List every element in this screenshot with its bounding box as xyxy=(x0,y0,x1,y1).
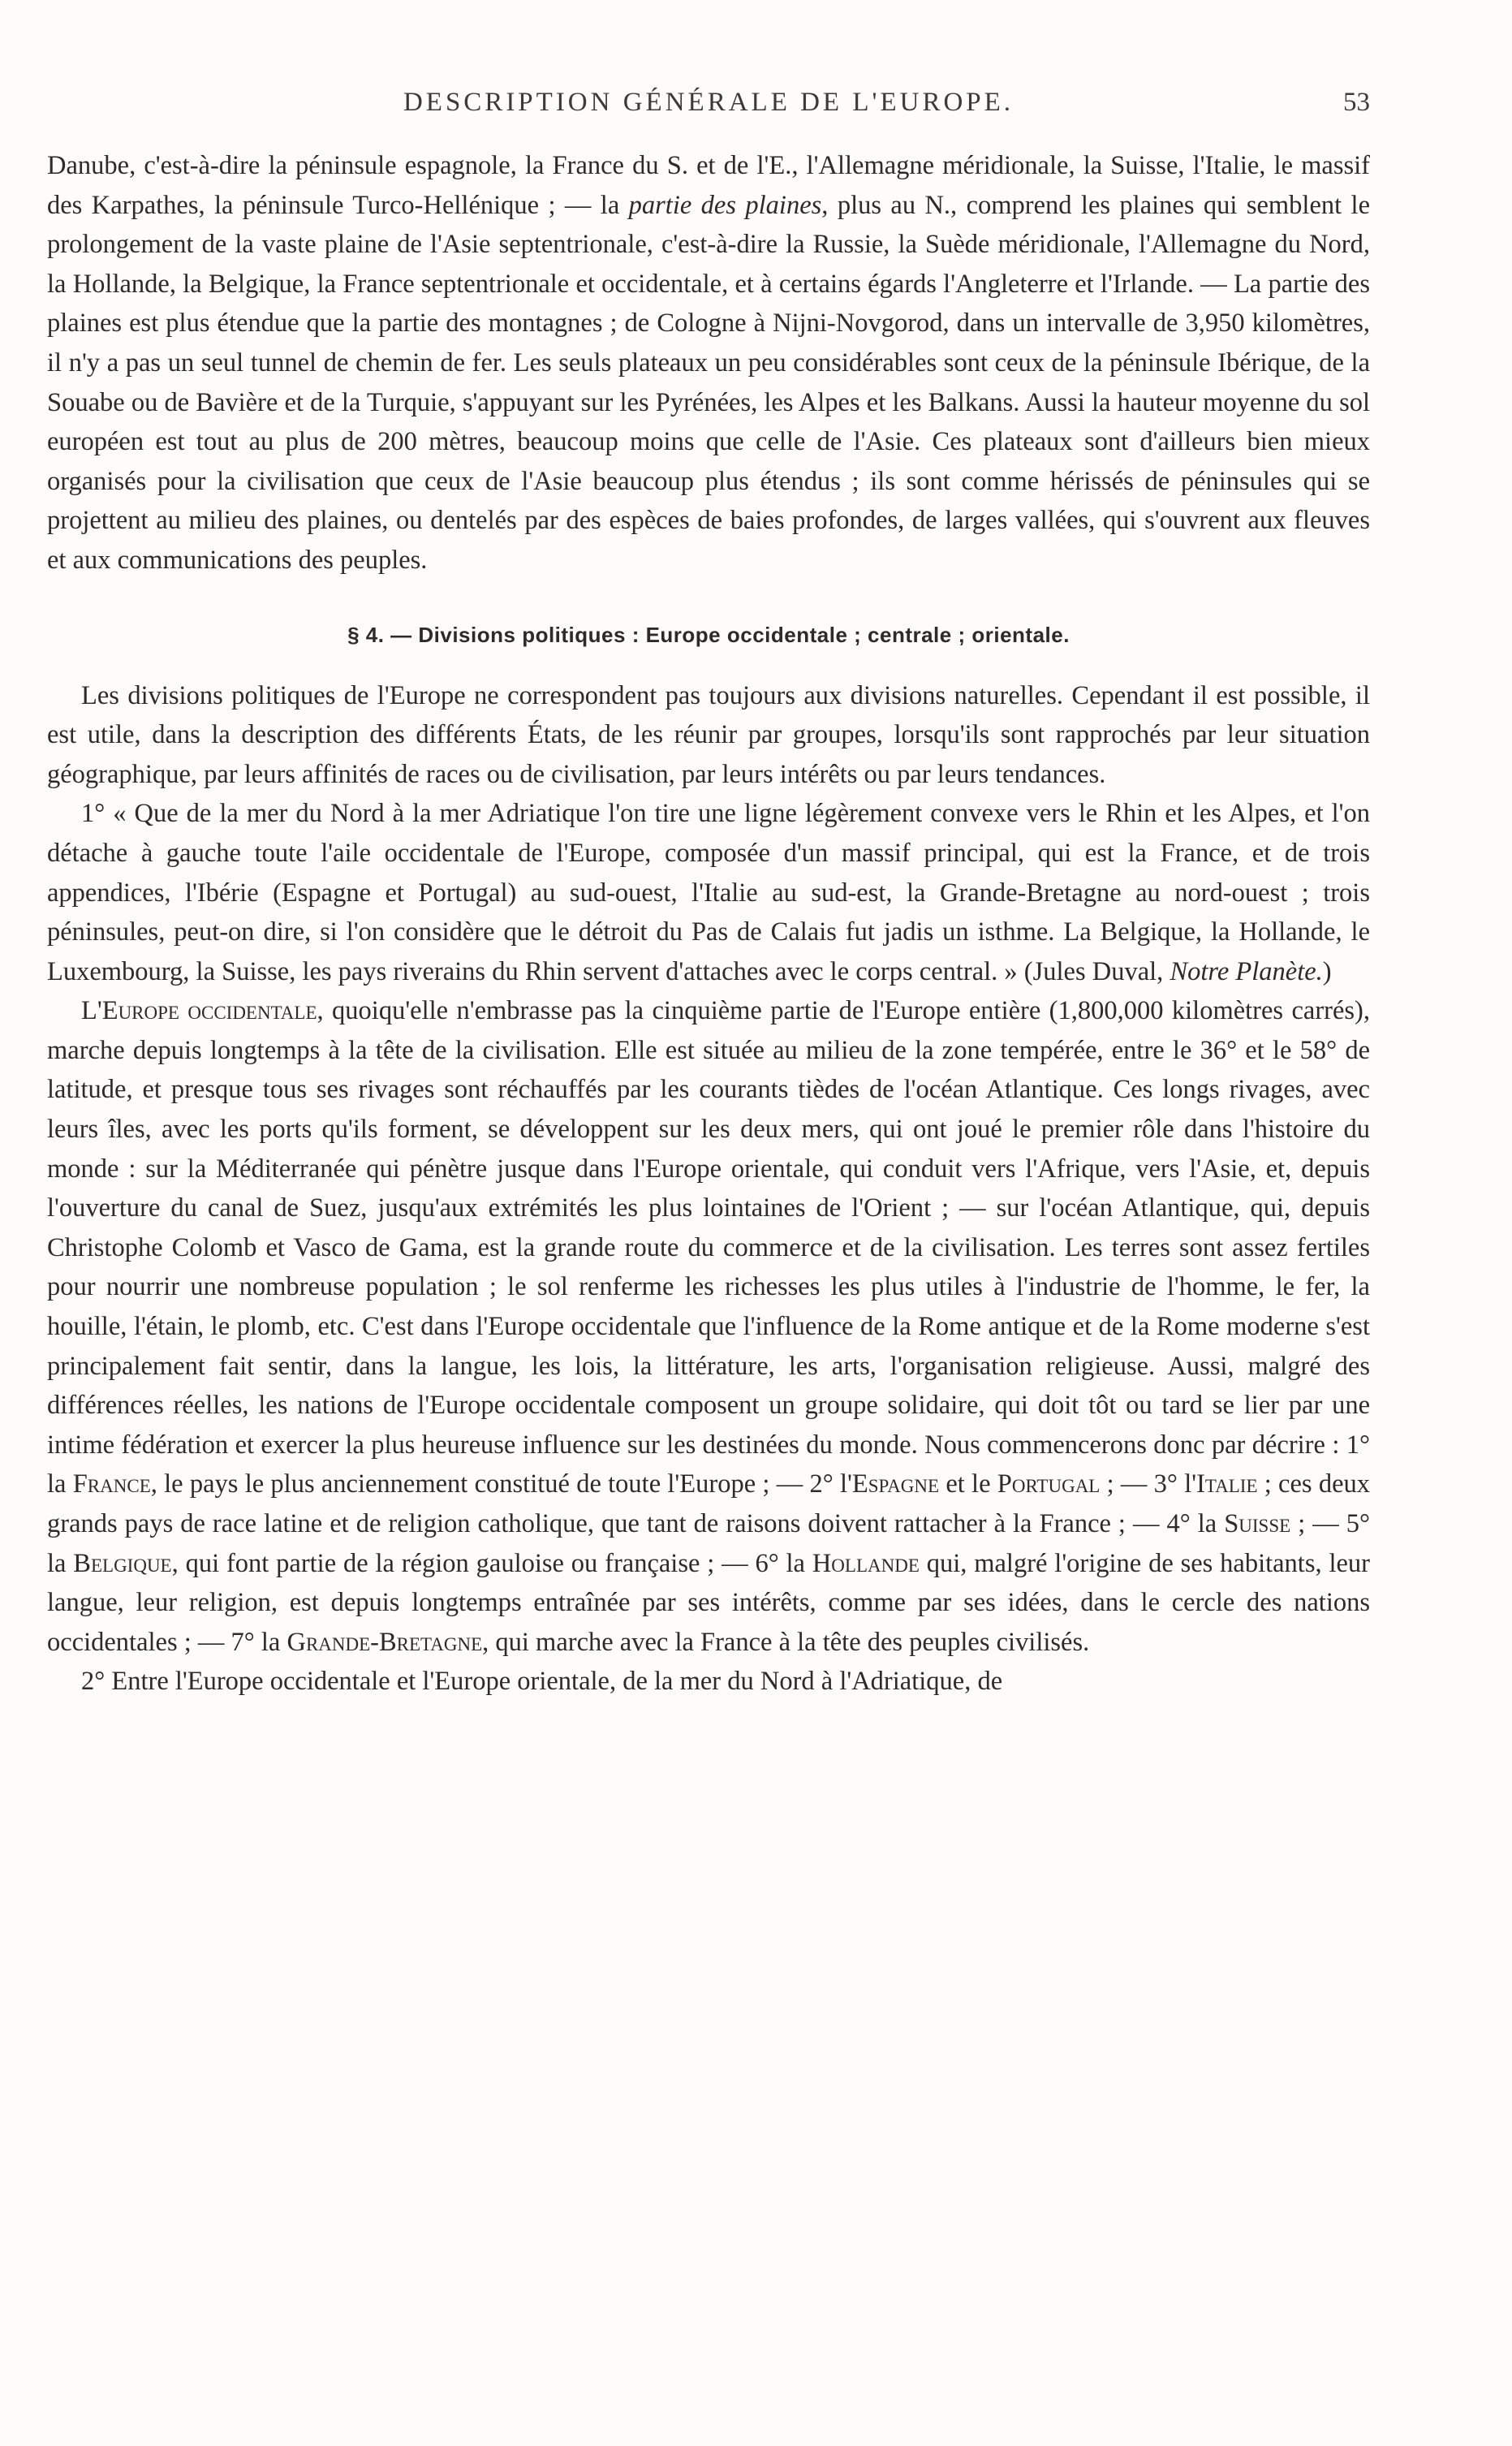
citation-title: Notre Planète. xyxy=(1170,956,1323,986)
body-text xyxy=(47,146,1370,1702)
section-heading: § 4. — Divisions politiques : Europe occidentale ; centrale ; orientale. xyxy=(347,622,1070,647)
running-header xyxy=(47,88,1370,128)
term-great-britain: Grande-Bretagne xyxy=(286,1627,483,1657)
term-italy: Italie xyxy=(1196,1469,1258,1499)
page-number: 53 xyxy=(1343,88,1370,117)
running-title: DESCRIPTION GÉNÉRALE DE L'EUROPE. xyxy=(403,88,1014,117)
paragraph-western-europe: L'Europe occidentale, quoiqu'elle n'embrasse pas la cinquième partie de l'Europe entière (1,800,000 kilomètres carrés), marche depuis longtemps à la tête de la civilisation. Elle est située au milieu de la zone tempérée, entre le 36° et le 58° de latitude, et presque tous ses rivages sont réchauffés par les courants tièdes de l'océan Atlantique. Ces longs rivages, avec leurs îles, avec les ports qu'ils forment, se développent sur les deux mers, qui ont joué le premier rôle dans l'histoire du monde : sur la Méditerranée qui pénètre jusque dans l'Europe orientale, qui conduit vers l'Afrique, vers l'Asie, et, depuis l'ouverture du canal de Suez, jusqu'aux extrémités les plus lointaines de l'Orient ; — sur l'océan Atlantique, qui, depuis Christophe Colomb et Vasco de Gama, est la grande route du commerce et de la civilisation. Les terres sont assez fertiles pour nourrir une nombreuse population ; le sol renferme les richesses les plus utiles à l'industrie de l'homme, le fer, la houille, l'étain, le plomb, etc. C'est dans l'Europe occidentale que l'influence de la Rome antique et de la Rome moderne s'est principalement fait sentir, dans la langue, les lois, la littérature, les arts, l'organisation religieuse. Aussi, malgré des différences réelles, les nations de l'Europe occidentale composent un groupe solidaire, qui doit tôt ou tard se lier par une intime fédération et exercer la plus heureuse influence sur les destinées du monde. Nous commencerons donc par décrire : 1° la France, le pays le plus anciennement constitué de toute l'Europe ; — 2° l'Espagne et le Portugal ; — 3° l'Italie ; ces deux grands pays de race latine et de religion catholique, que tant de raisons doivent rattacher à la France ; — 4° la Suisse ; — 5° la Belgique, qui font partie de la région gauloise ou française ; — 6° la Hollande qui, malgré l'origine de ses habitants, leur langue, leur religion, est depuis longtemps entraînée par ses intérêts, comme par ses idées, dans le cercle des nations occidentales ; — 7° la Grande-Bretagne, qui marche avec la France à la tête des peuples civilisés. xyxy=(47,996,1370,1657)
term-belgium: Belgique xyxy=(73,1548,172,1578)
paragraph-intro: Les divisions politiques de l'Europe ne correspondent pas toujours aux divisions naturelles. Cependant il est possible, il est utile, dans la description des différents États, de les réunir par groupes, lorsqu'ils sont rapprochés par leur situation géographique, par leurs affinités de races ou de civilisation, par leurs intérêts ou par leurs tendances. xyxy=(47,680,1370,789)
term-western-europe: Europe occidentale xyxy=(101,996,317,1026)
term-holland: Hollande xyxy=(812,1548,920,1578)
paragraph-continued: Danube, c'est-à-dire la péninsule espagnole, la France du S. et de l'E., l'Allemagne méridionale, la Suisse, l'Italie, le massif des Karpathes, la péninsule Turco-Hellénique ; — la partie des plaines, plus au N., comprend les plaines qui semblent le prolongement de la vaste plaine de l'Asie septentrionale, c'est-à-dire la Russie, la Suède méridionale, l'Allemagne du Nord, la Hollande, la Belgique, la France septentrionale et occidentale, et à certains égards l'Angleterre et l'Irlande. — La partie des plaines est plus étendue que la partie des montagnes ; de Cologne à Nijni-Novgorod, dans un intervalle de 3,950 kilomètres, il n'y a pas un seul tunnel de chemin de fer. Les seuls plateaux un peu considérables sont ceux de la péninsule Ibérique, de la Souabe ou de Bavière et de la Turquie, s'appuyant sur les Pyrénées, les Alpes et les Balkans. Aussi la hauteur moyenne du sol européen est tout au plus de 200 mètres, beaucoup moins que celle de l'Asie. Ces plateaux sont d'ailleurs bien mieux organisés pour la civilisation que ceux de l'Asie beaucoup plus étendus ; ils sont comme hérissés de péninsules qui se projettent au milieu des plaines, ou dentelés par des espèces de baies profondes, de larges vallées, qui s'ouvrent aux fleuves et aux communications des peuples. xyxy=(47,151,1371,575)
term-switzerland: Suisse xyxy=(1224,1509,1291,1538)
paragraph-central-europe: 2° Entre l'Europe occidentale et l'Europe orientale, de la mer du Nord à l'Adriatique, de xyxy=(81,1667,1003,1697)
term-portugal: Portugal xyxy=(997,1469,1101,1499)
italic-term: partie des plaines xyxy=(628,190,822,220)
paragraph-quote: 1° « Que de la mer du Nord à la mer Adriatique l'on tire une ligne légèrement convexe vers le Rhin et les Alpes, et l'on détache à gauche toute l'aile occidentale de l'Europe, composée d'un massif principal, qui est la France, et de trois appendices, l'Ibérie (Espagne et Portugal) au sud-ouest, l'Italie au sud-est, la Grande-Bretagne au nord-ouest ; trois péninsules, peut-on dire, si l'on considère que le détroit du Pas de Calais fut jadis un isthme. La Belgique, la Hollande, le Luxembourg, la Suisse, les pays riverains du Rhin servent d'attaches avec le corps central. » (Jules Duval, Notre Planète.) xyxy=(47,799,1370,986)
term-france: France xyxy=(72,1469,151,1499)
term-spain: Espagne xyxy=(851,1469,940,1499)
